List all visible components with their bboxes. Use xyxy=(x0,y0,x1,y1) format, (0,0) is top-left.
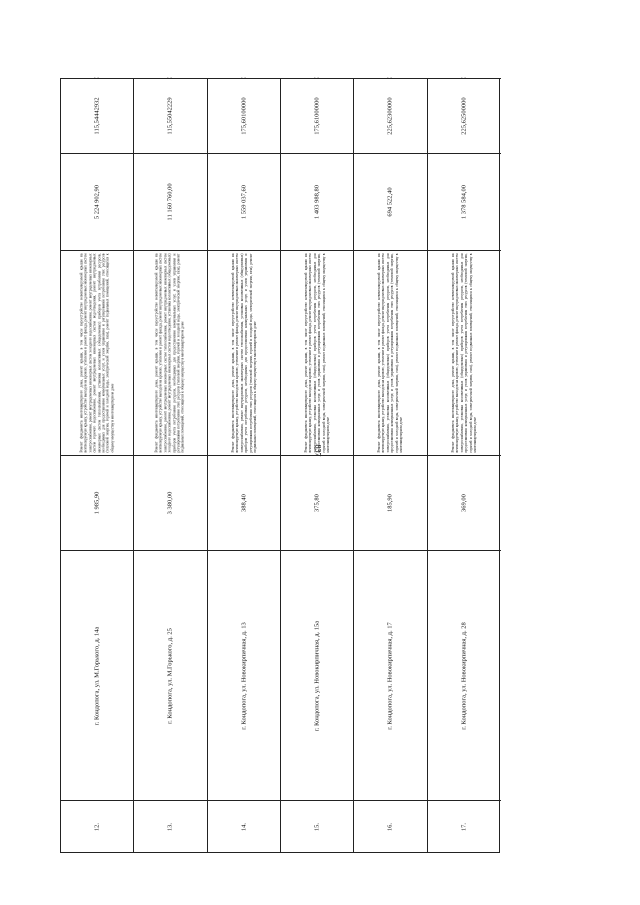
cost-text: 1 403 988,80 xyxy=(313,184,321,220)
area-cell xyxy=(281,455,353,550)
area-text: 3 380,00 xyxy=(166,491,174,515)
num-cell xyxy=(134,800,206,852)
num-cell xyxy=(61,800,133,852)
cost-text: 1 559 037,60 xyxy=(240,184,248,220)
unit-cost-text: 115,54442932 xyxy=(93,97,101,135)
address-text: г. Кондопога, ул. Новокирпичная, д. 17 xyxy=(386,621,394,730)
year-cell xyxy=(61,77,133,78)
area-text: 369,00 xyxy=(460,494,468,512)
cost-cell xyxy=(354,153,426,250)
unit-cost-text: 225,62500000 xyxy=(460,97,468,135)
address-text: г. Кондопога, ул. М.Горького, д. 14а xyxy=(93,626,101,725)
area-cell xyxy=(134,455,206,550)
address-cell xyxy=(281,550,353,800)
unit-cost-cell xyxy=(134,78,206,153)
works-cell xyxy=(281,250,353,455)
cost-cell xyxy=(208,153,280,250)
address-cell xyxy=(61,550,133,800)
table-row xyxy=(208,79,281,852)
area-cell xyxy=(208,455,280,550)
area-text: 375,80 xyxy=(313,494,321,512)
table-row xyxy=(281,79,354,852)
year-cell xyxy=(428,77,501,78)
num-text: 14. xyxy=(240,822,248,831)
year-cell xyxy=(354,77,426,78)
cost-text: 11 160 760,00 xyxy=(166,183,174,221)
num-text: 16. xyxy=(386,822,394,831)
table-row xyxy=(134,79,207,852)
page-number: 837 xyxy=(313,444,323,457)
num-cell xyxy=(208,800,280,852)
works-text: Ремонт фундамента многоквартирного дома, ремонт крыши, в том числе переустройство невентилируемой крыши на вентилируемую крышу, устройство выходов на кровлю, утепление и ремонт фасада, ремонт внутридомовых инженерных систем электроснабжения, ремонт внутридомовых инженерных систем холодного водоснабжения, ремонт внутридомовых инженерных систем горячего водоснабжения, ремонт внутридомовых инженерных систем водоотведения, ремонт внутридомовых инженерных систем теплоснабжения, установка коллективных (общедомовых) приборов учета потребления ресурсов, необходимых для предоставления коммунальных услуг, и узлов управления и регулирования потребления этих ресурсов (тепловой энергии, горячей и холодной воды, электрической энергии, газа), ремонт подвальных помещений, относящихся к общему имуществу в многоквартирном доме xyxy=(79,253,115,453)
cost-text: 5 224 902,90 xyxy=(93,184,101,220)
year-text xyxy=(240,77,247,78)
num-text: 12. xyxy=(93,822,101,831)
address-cell xyxy=(134,550,206,800)
works-cell xyxy=(134,250,206,455)
works-cell xyxy=(61,250,133,455)
year-text xyxy=(387,77,394,78)
address-cell xyxy=(428,550,501,800)
year-text xyxy=(461,77,468,78)
num-cell xyxy=(428,800,501,852)
unit-cost-cell xyxy=(61,78,133,153)
area-cell xyxy=(428,455,501,550)
unit-cost-text: 175,61000000 xyxy=(313,97,321,135)
area-text: 185,90 xyxy=(386,494,394,512)
unit-cost-text: 115,55042229 xyxy=(166,97,174,135)
table-row xyxy=(428,79,501,852)
area-cell xyxy=(354,455,426,550)
address-cell xyxy=(208,550,280,800)
area-cell xyxy=(61,455,133,550)
unit-cost-cell xyxy=(281,78,353,153)
works-table-grid xyxy=(60,78,500,853)
area-text: 388,40 xyxy=(240,494,248,512)
address-text: г. Кондопога, ул. Новокирпичная, д. 28 xyxy=(460,621,468,730)
works-text: Ремонт фундамента многоквартирного дома, ремонт крыши, в том числе переустройство невентилируемой крыши на вентилируемую крышу, устройство выходов на кровлю, утепление и ремонт фасада, ремонт внутридомовых инженерных систем электроснабжения, ремонт внутридомовых инженерных систем теплоснабжения, ремонт внутридомовых инженерных систем холодного водоснабжения, ремонт внутридомовых инженерных систем водоотведения, установка коллективных (общедомовых) приборов учета потребления ресурсов, необходимых для предоставления коммунальных услуг, и узлов управления и регулирования потребления этих ресурсов (тепловой энергии, горячей и холодной воды, электрической энергии, газа), ремонт подвальных помещений, относящихся к общему имуществу в многоквартирном доме xyxy=(155,253,186,453)
year-text xyxy=(167,77,174,78)
table-row xyxy=(61,79,134,852)
works-table xyxy=(60,78,500,853)
num-cell xyxy=(281,800,353,852)
works-cell xyxy=(354,250,426,455)
cost-cell xyxy=(61,153,133,250)
num-text: 13. xyxy=(166,822,174,831)
year-cell xyxy=(134,77,206,78)
unit-cost-cell xyxy=(428,78,501,153)
cost-text: 1 378 584,00 xyxy=(460,184,468,220)
area-text: 1 985,90 xyxy=(93,491,101,515)
cost-cell xyxy=(134,153,206,250)
year-text xyxy=(314,77,321,78)
year-cell xyxy=(281,77,353,78)
works-cell xyxy=(428,250,501,455)
address-text: г. Кондопога, ул. Новокирпичная, д. 13 xyxy=(240,621,248,730)
unit-cost-cell xyxy=(208,78,280,153)
works-text: Ремонт фундамента многоквартирного дома, ремонт крыши, в том числе переустройство невентилируемой крыши на вентилируемую крышу, устройство выходов на кровлю, утепление и ремонт фасада, ремонт внутридомовых инженерных систем электроснабжения, установка коллективных (общедомовых) приборов учета потребления ресурсов, необходимых для предоставления коммунальных услуг, и узлов управления и регулирования потребления этих ресурсов (тепловой энергии, горячей и холодной воды, электрической энергии, газа), ремонт подвальных помещений, относящихся к общему имуществу в многоквартирном доме xyxy=(451,253,478,453)
num-text: 17. xyxy=(460,822,468,831)
works-text: Ремонт фундамента многоквартирного дома, ремонт крыши, в том числе переустройство невентилируемой крыши на вентилируемую крышу, устройство выходов на кровлю, утепление и ремонт фасада, ремонт внутридомовых инженерных систем электроснабжения, установка коллективных (общедомовых) приборов учета потребления ресурсов, необходимых для предоставления коммунальных услуг, и узлов управления и регулирования потребления этих ресурсов (тепловой энергии, горячей и холодной воды, электрической энергии, газа), ремонт подвальных помещений, относящихся к общему имуществу в многоквартирном доме xyxy=(303,253,330,453)
num-cell xyxy=(354,800,426,852)
year-text xyxy=(94,77,101,78)
works-cell xyxy=(208,250,280,455)
unit-cost-text: 225,62300000 xyxy=(386,97,394,135)
unit-cost-text: 175,60100000 xyxy=(240,97,248,135)
address-text: г. Кондопога, ул. М.Горького, д. 25 xyxy=(166,627,174,724)
num-text: 15. xyxy=(313,822,321,831)
table-row xyxy=(354,79,427,852)
address-cell xyxy=(354,550,426,800)
cost-cell xyxy=(428,153,501,250)
year-cell xyxy=(208,77,280,78)
works-text: Ремонт фундамента многоквартирного дома, ремонт крыши, в том числе переустройство невентилируемой крыши на вентилируемую крышу, устройство выходов на кровлю, утепление и ремонт фасада, ремонт внутридомовых инженерных систем электроснабжения, ремонт внутридомовых инженерных систем теплоснабжения, установка коллективных (общедомовых) приборов учета потребления ресурсов, необходимых для предоставления коммунальных услуг, и узлов управления и регулирования потребления этих ресурсов (тепловой энергии, горячей и холодной воды, электрической энергии, газа), ремонт подвальных помещений, относящихся к общему имуществу в многоквартирном доме xyxy=(230,253,257,453)
cost-text: 694 522,40 xyxy=(386,187,394,217)
works-text: Ремонт фундамента многоквартирного дома, ремонт крыши, в том числе переустройство невентилируемой крыши на вентилируемую крышу, устройство выходов на кровлю, утепление и ремонт фасада, ремонт внутридомовых инженерных систем электроснабжения, установка коллективных (общедомовых) приборов учета потребления ресурсов, необходимых для предоставления коммунальных услуг, и узлов управления и регулирования потребления этих ресурсов (тепловой энергии, горячей и холодной воды, электрической энергии, газа), ремонт подвальных помещений, относящихся к общему имуществу в многоквартирном доме xyxy=(377,253,404,453)
address-text: г. Кондопога, ул. Новокирпичная, д. 15а xyxy=(313,620,321,731)
unit-cost-cell xyxy=(354,78,426,153)
cost-cell xyxy=(281,153,353,250)
